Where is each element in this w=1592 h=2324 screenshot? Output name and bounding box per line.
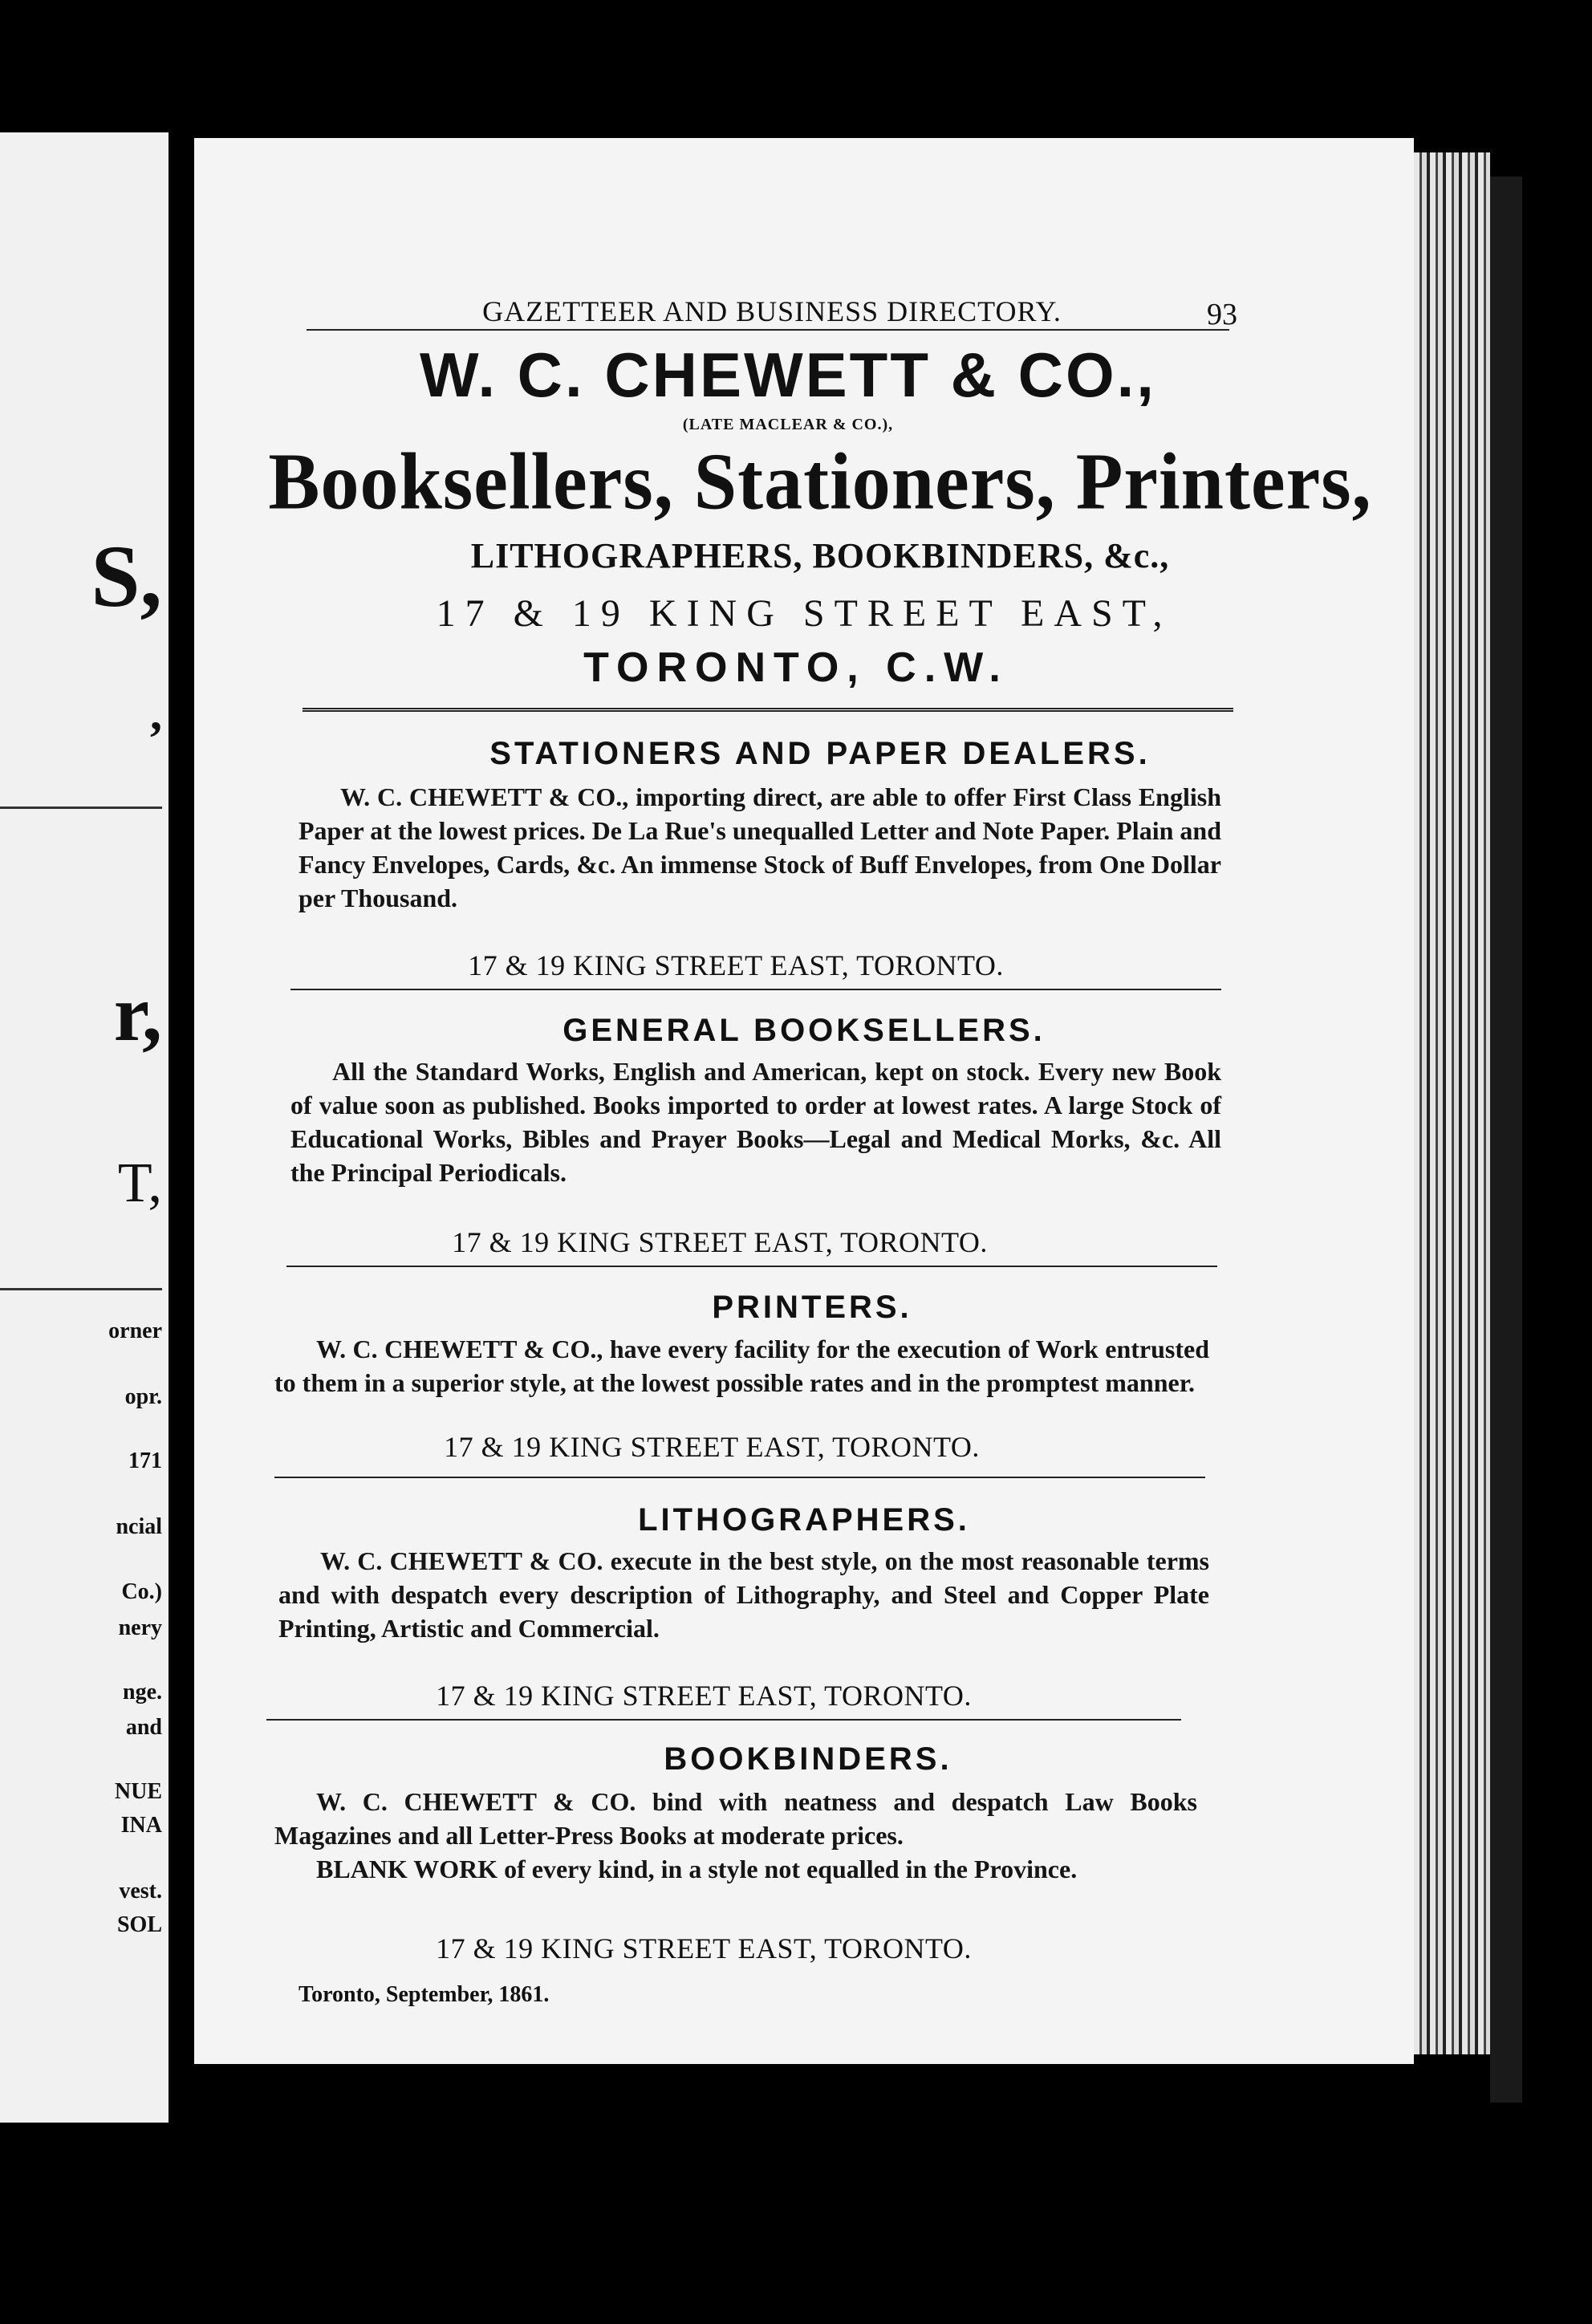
section-body [298, 780, 1221, 915]
left-fragment: INA [120, 1813, 162, 1838]
header-rule [307, 329, 1229, 331]
section-heading: LITHOGRAPHERS. [638, 1502, 970, 1538]
left-fragment: S, [91, 527, 162, 625]
section-address: 17 & 19 KING STREET EAST, TORONTO. [444, 1431, 980, 1463]
left-fragment: SOL [116, 1912, 162, 1937]
street-address: 17 & 19 KING STREET EAST, [436, 592, 1172, 635]
section-heading: STATIONERS AND PAPER DEALERS. [489, 736, 1151, 771]
book-cover-edge [1490, 177, 1522, 2103]
left-fragment: ncial [116, 1514, 162, 1539]
left-fragment: orner [108, 1318, 162, 1343]
book-gutter [169, 0, 194, 2324]
left-fragment: , [150, 687, 162, 740]
left-rule [0, 806, 162, 809]
left-fragment: and [125, 1715, 162, 1740]
dateline: Toronto, September, 1861. [298, 1982, 550, 2007]
left-fragment: r, [113, 969, 162, 1058]
section-address: 17 & 19 KING STREET EAST, TORONTO. [436, 1680, 972, 1712]
section-body [290, 1054, 1221, 1189]
section-divider [290, 989, 1221, 990]
left-fragment: opr. [124, 1384, 162, 1409]
running-head: GAZETTEER AND BUSINESS DIRECTORY. [482, 295, 1062, 327]
section-paragraph: W. C. CHEWETT & CO. bind with neatness and despatch Law Books Magazines and all Letter-Press Books at moderate prices. [274, 1787, 1197, 1850]
section-paragraph: BLANK WORK of every kind, in a style not equalled in the Province. [316, 1855, 1078, 1883]
firm-name: W. C. CHEWETT & CO., [420, 339, 1156, 410]
previous-page-edge [0, 132, 169, 2123]
section-divider [266, 1719, 1181, 1721]
section-body [274, 1332, 1209, 1400]
section-address: 17 & 19 KING STREET EAST, TORONTO. [436, 1932, 972, 1964]
trades-subtitle: LITHOGRAPHERS, BOOKBINDERS, &c., [470, 536, 1170, 575]
section-divider [274, 1477, 1205, 1478]
section-heading: BOOKBINDERS. [664, 1741, 952, 1777]
section-address: 17 & 19 KING STREET EAST, TORONTO. [452, 1226, 988, 1258]
section-heading: PRINTERS. [712, 1290, 912, 1325]
directory-page [194, 138, 1414, 2064]
left-fragment: T, [117, 1152, 162, 1214]
left-rule [0, 1288, 162, 1290]
page-edges [1414, 152, 1490, 2054]
section-body [274, 1785, 1197, 1886]
section-heading: GENERAL BOOKSELLERS. [562, 1013, 1046, 1048]
city: TORONTO, C.W. [583, 644, 1009, 691]
trades-title: Booksellers, Stationers, Printers, [268, 436, 1372, 526]
section-paragraph: All the Standard Works, English and American, kept on stock. Every new Book of value soon as published. Books imported to order at lowest rates. A large Stock of Educational Works, Bibles and Prayer Books—Legal and Medical Morks, &c. All the Principal Periodicals. [290, 1057, 1221, 1187]
left-fragment: Co.) [121, 1579, 162, 1604]
left-fragment: 171 [128, 1448, 162, 1473]
section-divider [303, 708, 1233, 712]
left-fragment: nery [118, 1615, 162, 1640]
left-fragment: NUE [114, 1779, 162, 1804]
section-paragraph: W. C. CHEWETT & CO., have every facility for the execution of Work entrusted to them in a superior style, at the lowest possible rates and in the promptest manner. [274, 1335, 1209, 1397]
section-address: 17 & 19 KING STREET EAST, TORONTO. [468, 949, 1004, 981]
left-fragment: vest. [119, 1879, 162, 1903]
former-name-note: (LATE MACLEAR & CO.), [682, 416, 894, 433]
section-paragraph: W. C. CHEWETT & CO. execute in the best style, on the most reasonable terms and with despatch every description of Lithography, and Steel and Copper Plate Printing, Artistic and Commercial. [278, 1546, 1209, 1643]
section-body [278, 1544, 1209, 1645]
section-paragraph: W. C. CHEWETT & CO., importing direct, are able to offer First Class English Paper at the lowest prices. De La Rue's unequalled Letter and Note Paper. Plain and Fancy Envelopes, Cards, &c. An immense Stock of Buff Envelopes, from One Dollar per Thousand. [298, 782, 1221, 912]
page-number: 93 [1207, 298, 1237, 331]
section-divider [286, 1266, 1217, 1267]
left-fragment: nge. [123, 1680, 162, 1704]
